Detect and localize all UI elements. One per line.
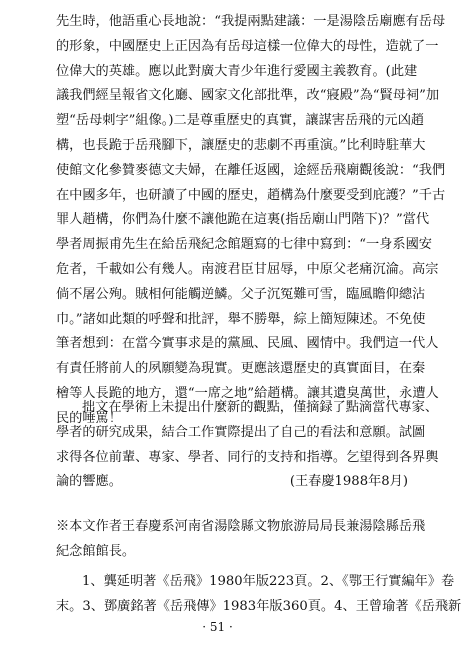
text-line: 論的響應。: [56, 474, 122, 490]
text-line: 筆者想到：在當今實事求是的黨風、民風、國情中。我們這一代人: [56, 336, 439, 352]
text-line: 民的唾罵！: [56, 410, 122, 426]
text-line: 紀念館館長。: [56, 543, 136, 559]
references: [56, 570, 461, 620]
text-line: 塑“岳母刺字”組像。)二是尊重歷史的真實，讓謀害岳飛的元凶趙: [56, 113, 425, 129]
text-line: 在中國多年，也研讀了中國的歷史，趙構為什麼要受到庇護？”千古: [56, 187, 446, 203]
text-line: 罪人趙構，你們為什麼不讓他跪在這裏(指岳廟山門階下)？”當代: [56, 212, 430, 228]
text-line: 學者的研究成果，結合工作實際提出了自己的看法和意願。試圖: [56, 424, 426, 440]
text-line: 位偉大的英雄。應以此對廣大青少年進行愛國主義教育。(此建: [56, 63, 418, 79]
text-line: 構，也長跪于岳飛腳下，讓歷史的悲劇不再重演。”比利時駐華大: [56, 137, 426, 153]
text-line: 有責任將前人的夙願變為現實。更應該還歷史的真實面目，在秦: [56, 361, 426, 377]
text-line: 使館文化參贊麥德文夫婦，在離任返國，途經岳飛廟觀後說：“我們: [56, 162, 446, 178]
author-note: [56, 515, 426, 565]
reference-line: 末。3、鄧廣銘著《岳飛傳》1983年版360頁。4、王曾瑜著《岳飛新: [56, 598, 461, 614]
text-line: ※本文作者王春慶系河南省湯陰縣文物旅游局局長兼湯陰縣岳飛: [56, 519, 426, 534]
text-line: 檜等人長跪的地方，還“一席之地”給趙構。讓其遺臭萬世，永遭人: [56, 385, 439, 401]
text-line: 拙文在學術上未提出什麼新的觀點，僅摘録了點滴當代專家、: [82, 400, 439, 415]
text-line: 危者，千載如公有幾人。南渡君臣甘屈辱，中原父老痛沉淪。高宗: [56, 261, 439, 277]
text-line: 學者周振甫先生在給岳飛紀念館題寫的七律中寫到：“一身系國安: [56, 237, 432, 253]
text-line: 求得各位前輩、專家、學者、同行的支持和指導。乞望得到各界輿: [56, 449, 439, 465]
author-signoff: (王春慶1988年8月): [289, 474, 408, 489]
text-line: 巾。”諸如此類的呼聲和批評，舉不勝舉，綜上簡短陳述。不免使: [56, 311, 426, 327]
text-line: 倘不屠公殉。賊相何能觸逆鱗。父子沉冤難可雪，臨風瞻仰總沾: [56, 286, 426, 302]
page-number: · 51 ·: [202, 620, 233, 634]
text-line: 先生時，他語重心長地說：“我提兩點建議：一是湯陰岳廟應有岳母: [56, 14, 446, 29]
text-line: 議我們經呈報省文化廳、國家文化部批準，改“寢殿”為“賢母祠”加: [56, 88, 440, 104]
reference-line: 1、龔延明著《岳飛》1980年版223頁。2、《鄂王行實編年》卷: [82, 574, 455, 589]
text-line: 的形象，中國歷史上正因為有岳母這樣一位偉大的母性，造就了一: [56, 38, 439, 54]
